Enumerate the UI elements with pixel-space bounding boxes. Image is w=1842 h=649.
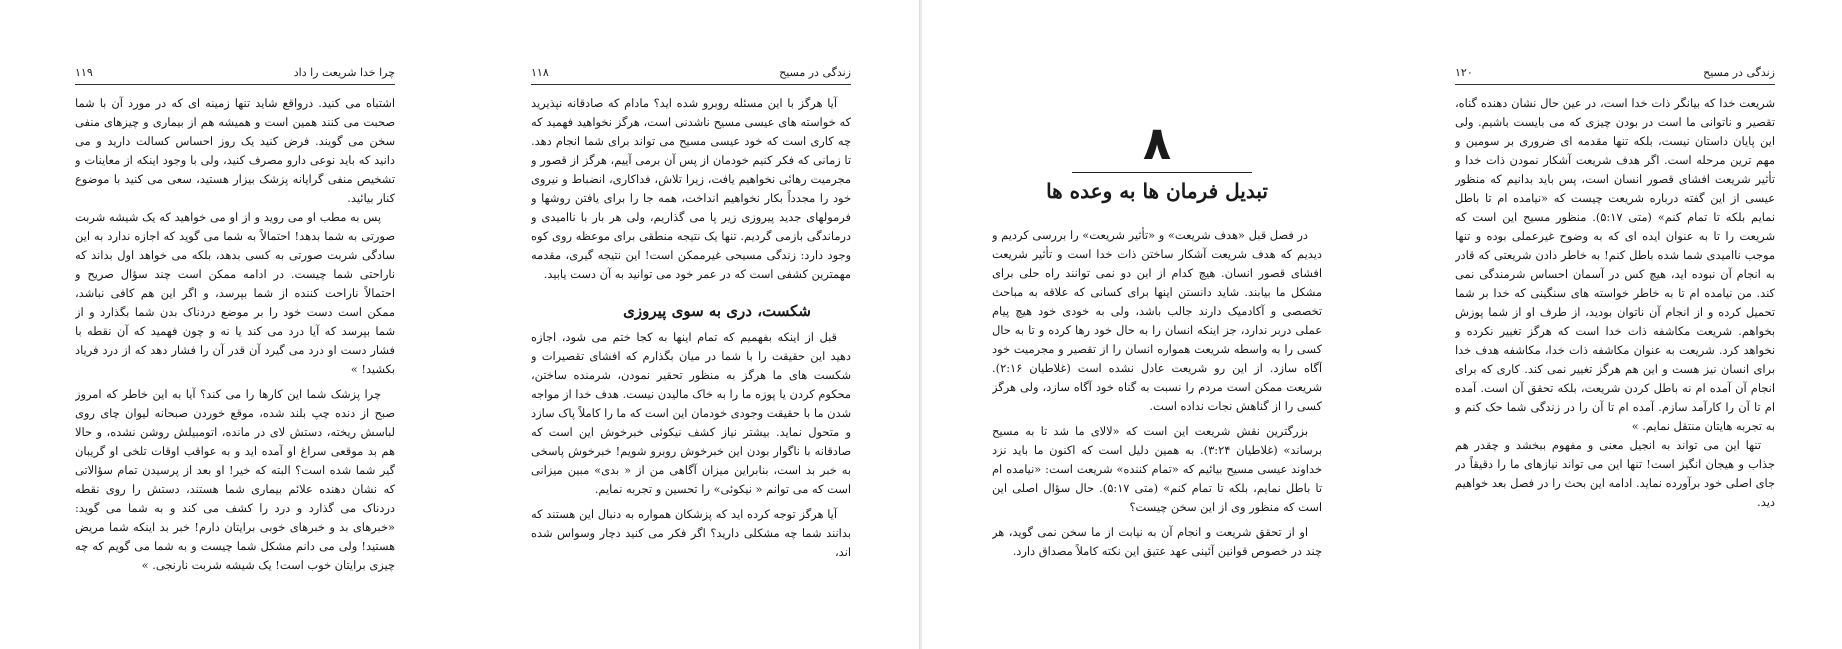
chapter-opening-page [992,0,1322,649]
paragraph: او از تحقق شریعت و انجام آن به نیابت از ما سخن نمی گوید، هر چند در خصوص قوانین آئینی عهد عتیق این نکته کاملاً مصداق دارد. [992,525,1322,558]
paragraph: تنها این می تواند به انجیل معنی و مفهوم ببخشد و چقدر هم جذاب و هیجان انگیز است! تنها این می تواند نیازهای ما را دقیقاً در جای اصلی خود برآورده نماید. ادامه این بحث را در فصل بعد خواهیم دید. [1455,438,1775,509]
left-spread [0,0,920,649]
page-header [1455,64,1775,85]
page-body [75,94,395,575]
section-heading: شکست، دری به سوی پیروزی [623,302,811,320]
running-title: چرا خدا شریعت را داد [293,66,395,79]
page-body [1455,94,1775,512]
chapter-number: ۸ [1142,116,1172,170]
paragraph: در فصل قبل «هدف شریعت» و «تأثیر شریعت» را بررسی کردیم و دیدیم که هدف شریعت آشکار ساختن ذات خدا است و تأثیر شریعت افشای قصور انسان. هیچ کدام از این دو نمی توانند راه حلی برای مشکل ما بیابند. شاید دانستن اینها برای کسانی که علاقه به مباحث تخصصی و آکادمیک دارند جالب باشد، ولی به خودی خود هیچ پیام عملی دربر ندارد، جز اینکه انسان را به حال خود رها کرده و تا به حال کسی را به واسطه شریعت همواره انسان را از تقصیر و مجرمیت خود آگاه سازد. از این رو شریعت عادل نشده است (غلاطیان ۲:۱۶). شریعت ممکن است مردم را نسبت به گناه خود آگاه سازد، ولی هرگز کسی را از گناهش نجات نداده است. [992,228,1322,413]
paragraph: چرا پزشک شما این کارها را می کند؟ آیا به این خاطر که امروز صبح از دنده چپ بلند شده، موقع خوردن صبحانه لیوان چای روی لباسش ریخته، دستش لای در مانده، اتومبیلش روشن نشده، و حالا هم بد موقعی سراغ او آمده اید و به عواقب اوقات تلخی او گریبان گیر شما شده است؟ البته که خیر! او بعد از پرسیدن تمام سؤالاتی که نشان دهنده علائم بیماری شما هستند، دستش را روی نقطه دردناک می گذارد و درد را کشف می کند و به شما می گوید: «خبرهای بد و خبرهای خوبی برایتان دارم! خبر بد اینکه شما مریض هستید! ولی می دانم مشکل شما چیست و به شما می گویم که چه چیزی برایتان خوب است! یک شیشه شربت نارنجی. » [75,387,395,572]
paragraph: قبل از اینکه بفهمیم که تمام اینها به کجا ختم می شود، اجازه دهید این حقیقت را با شما در میان بگذارم که افشای تقصیرات و شکست های ما هرگز به منظور تحقیر نمودن، شرمنده ساختن، محکوم کردن یا پوزه ما را به خاک مالیدن نیست. هدف خدا از مواجه شدن ما با حقیقت وجودی خودمان این است که ما را کاملاً پاک سازد و متحول نماید. بیشتر نیاز کشف نیکوئی خبرخوش این است که صادقانه با ناگوار بودن این خبرخوش روبرو شویم! خبرخوش پاسخی به خبر بد است، بنابراین میزان آگاهی من از « بدی» مبین میزانی است که می توانم « نیکوئی» را تحسین و تجربه نمایم. [531,330,851,496]
paragraph: پس به مطب او می روید و از او می خواهید که یک شیشه شربت صورتی به شما بدهد! احتمالاً به شما می گوید که اجازه ندارد به این سادگی شربت صورتی به کسی بدهد، بلکه می خواهد اول بداند که ناراحتی شما چیست. در ادامه ممکن است چند سؤال صریح و احتمالاً ناراحت کننده از شما بپرسد، و اگر این هم کافی نباشد، ممکن است دست خود را بر موضع دردناک بدن شما بگذارد و از شما بپرسد که آیا درد می کند یا نه و چون فهمید که آن نقطه با فشار دست او درد می گیرد آن قدر آن را فشار دهد که از درد فریاد بکشید! » [75,210,395,376]
paragraph: بزرگترین نقش شریعت این است که «لالای ما شد تا به مسیح برساند» (غلاطیان ۳:۲۴). به همین دلیل است که اکنون ما باید نزد خداوند عیسی مسیح بیائیم که «تمام کننده» شریعت است: «نیامده ام تا باطل نمایم، بلکه تا تمام کنم» (متی ۵:۱۷). حال سؤال اصلی این است که منظور وی از این سخن چیست؟ [992,424,1322,514]
paragraph: آیا هرگز توجه کرده اید که پزشکان همواره به دنبال این هستند که بدانند شما چه مشکلی دارید؟ اگر فکر می کنید دچار وسواس شده اند، [531,507,851,559]
page-body [531,94,851,562]
paragraph: اشتباه می کنید. درواقع شاید تنها زمینه ای که در مورد آن با شما صحبت می کنند همین است و همیشه هم از بیماری و چیزهای منفی سخن می گویند. فرض کنید یک روز احساس کسالت دارید و می دانید که باید نوعی دارو مصرف کنید، ولی با وجود اینکه از معاینات و تشخیص منفی گرایانه پزشک بیزار هستید، سعی می کنید با موضوع کنار بیائید. [75,96,395,205]
right-spread [922,0,1842,649]
page-number: ۱۲۰ [1455,66,1473,79]
page-body [992,226,1322,561]
paragraph: آیا هرگز با این مسئله روبرو شده اید؟ مادام که صادقانه نپذیرید که خواسته های عیسی مسیح ناشدنی است، هرگز نخواهید فهمید که چه کاری است که خود عیسی مسیح می تواند برای شما انجام دهد. تا زمانی که فکر کنیم خودمان از پس آن برمی آییم، هرگز از قصور و مجرمیت رهائی نخواهیم یافت، زیرا تلاش، فداکاری، انضباط و نیروی خود را مجدداً بکار نخواهیم انداخت، همه جا را برای یافتن روشها و فرمولهای جدید پیروزی زیر پا می گذاریم، ولی هر بار با ناامیدی و درماندگی بازمی گردیم. تنها یک نتیجه منطقی برای موعظه روی کوه وجود دارد: زندگی مسیحی غیرممکن است! این نتیجه گیری، مقدمه مهمترین کشفی است که در عمر خود می توانید به آن دست یابید. [531,96,851,281]
running-title: زندگی در مسیح [1703,66,1775,79]
page-120 [1455,0,1775,649]
chapter-rule [1072,172,1252,173]
page-number: ۱۱۸ [531,66,549,79]
paragraph: شریعت خدا که بیانگر ذات خدا است، در عین حال نشان دهنده گناه، تقصیر و ناتوانی ما است در بودن چیزی که می بایست باشیم. ولی این پایان داستان نیست، بلکه تنها مقدمه ای ضروری بر سومین و مهم ترین مرحله است. اگر هدف شریعت آشکار نمودن ذات خدا و تأثیر شریعت افشای قصور انسان است، پس باید بدانیم که منظور عیسی از این گفته درباره شریعت چیست که «نیامده ام تا باطل نمایم بلکه تا تمام کنم» (متی ۵:۱۷). منظور مسیح این است که شریعت را تا به عنوان ایده ای که به وضوح غیرعملی بوده و تنها موجب ناامیدی شما شده باطل کنم! به خاطر دادن شریعتی که قادر به انجام آن نبوده اید، هیچ کس در آسمان احساس شرمندگی نمی کند. من نیامده ام تا به خاطر خواسته های سنگینی که خدا بر شما تحمیل کرده و از انجام آن ناتوان بودید، از طرف او از شما پوزش بخواهم. شریعت مکاشفه ذات خدا است که هرگز تغییر نکرده و نخواهد کرد. شریعت به عنوان مکاشفه ذات خدا، مکاشفه هدف خدا برای انسان نیز هست و این هم هرگز تغییر نمی کند. کاری که برای انجام آن آمده ام نه باطل کردن شریعت، بلکه تحقق آن است. آمده ام تا آن را کارآمد سازم. آمده ام تا آن را در زندگی شما حک کنم و به تجربه هایتان منتقل نمایم. » [1455,96,1775,433]
page-header [75,64,395,85]
chapter-title: تبدیل فرمان ها به وعده ها [1046,179,1268,203]
page-119 [75,0,395,649]
page-118 [531,0,851,649]
page-header [531,64,851,85]
page-number: ۱۱۹ [75,66,93,79]
running-title: زندگی در مسیح [779,66,851,79]
